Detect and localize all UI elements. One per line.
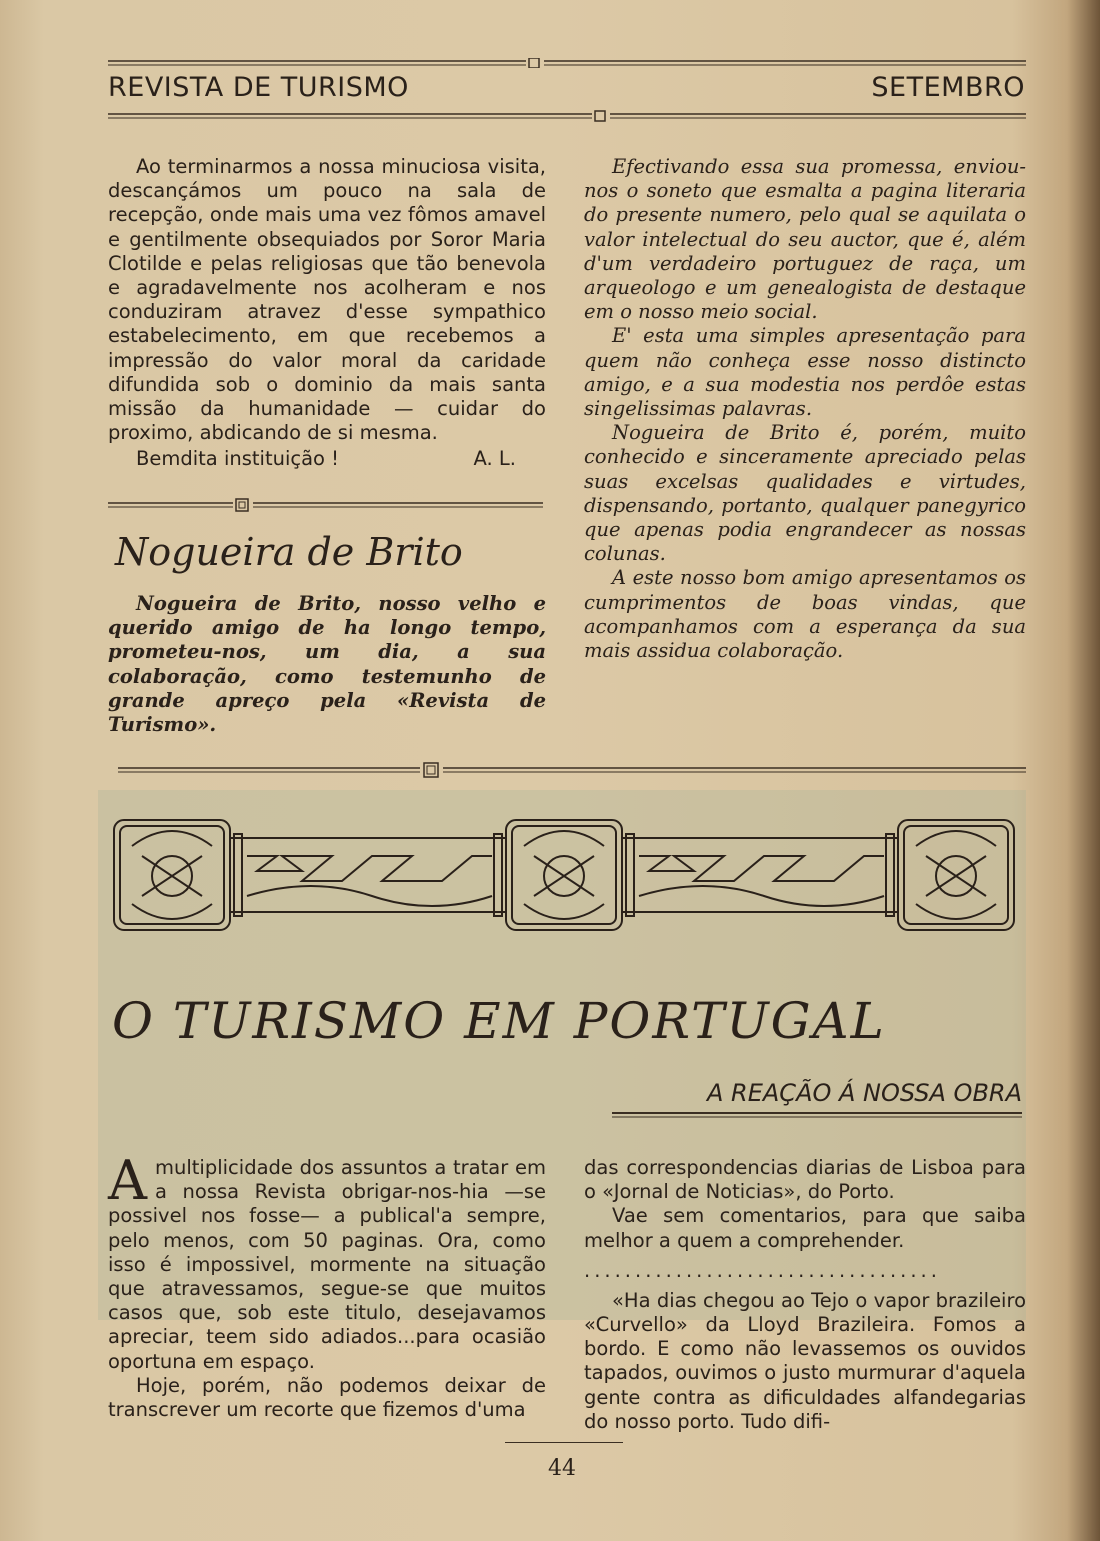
art-nouveau-ornament bbox=[112, 816, 1016, 934]
signature: A. L. bbox=[473, 447, 516, 471]
article-paragraph-1 bbox=[108, 1149, 546, 1374]
subtitle-underline bbox=[612, 1112, 1022, 1118]
nogueira-title: Nogueira de Brito bbox=[115, 530, 463, 574]
left-column bbox=[108, 155, 546, 471]
closing-line bbox=[108, 447, 546, 471]
article-paragraph-1-text: multiplicidade dos assuntos a tratar em a nossa Revista obrigar-nos-hia —se possivel nos fosse— a publical'a sempre, pelo menos, com 50 paginas. Ora, como isso é impossivel, mormente na situação que atravessamos, segue-se que muitos casos que, sob este titulo, desejavamos apreciar, teem sido adiados...para ocasião oportuna em espaço. bbox=[108, 1156, 546, 1373]
dotted-separator: ................................... bbox=[584, 1258, 941, 1282]
drop-cap: A bbox=[108, 1149, 147, 1212]
page-number-rule bbox=[505, 1442, 623, 1443]
nogueira-paragraph-3: Nogueira de Brito é, porém, muito conhecido e sinceramente apreciado pelas suas excelsas qualidades e virtudes, dispensando, portanto, qualquer panegyrico que apenas podia engrandecer as nossas colunas. bbox=[584, 421, 1026, 566]
article-right-paragraph-3: «Ha dias chegou ao Tejo o vapor brazileiro «Curvello» da Lloyd Brazileira. Fomos a bordo. E como não levassemos os ouvidos tapados, ouvimos o justo murmurar d'aquela gente contra as dificuldades alfandegarias do nosso porto. Tudo difi- bbox=[584, 1288, 1026, 1433]
header-rule-bottom bbox=[108, 110, 1026, 122]
wide-divider bbox=[118, 762, 1026, 778]
header-rule-top bbox=[108, 58, 1026, 68]
nogueira-paragraph-1: Efectivando essa sua promessa, enviou-nos o soneto que esmalta a pagina literaria do presente numero, pelo qual se aquilata o valor intelectual do seu auctor, que é, além d'um verdadeiro portuguez de raça, um arqueologo e um genealogista de destaque em o nosso meio social. bbox=[584, 155, 1026, 324]
visit-paragraph: Ao terminarmos a nossa minuciosa visita, descançámos um pouco na sala de recepção, onde mais uma vez fômos amavel e gentilmente obsequiados por Soror Maria Clotilde e pelas religiosas que tão benevola e agradavelmente nos acolheram e nos conduziram atravez d'esse sympathico estabelecimento, em que recebemos a impressão do valor moral da caridade difundida sob o dominio da mais santa missão da humanidade — cuidar do proximo, abdicando de si mesma. bbox=[108, 155, 546, 445]
nogueira-intro-block bbox=[108, 592, 546, 737]
article-left-column bbox=[108, 1149, 546, 1422]
header-title: REVISTA DE TURISMO bbox=[108, 72, 409, 103]
nogueira-paragraph-2: E' esta uma simples apresentação para quem não conheça esse nosso distincto amigo, e a sua modestia nos perdôe estas singelissimas palavras. bbox=[584, 324, 1026, 421]
article-subtitle: A REAÇÃO Á NOSSA OBRA bbox=[707, 1079, 1022, 1107]
article-paragraph-2: Hoje, porém, não podemos deixar de transcrever um recorte que fizemos d'uma bbox=[108, 1373, 546, 1422]
article-right-paragraph-1: das correspondencias diarias de Lisboa para o «Jornal de Noticias», do Porto. bbox=[584, 1156, 1026, 1204]
nogueira-intro: Nogueira de Brito, nosso velho e querido amigo de ha longo tempo, prometeu-nos, um dia, a sua colaboração, como testemunho de grande apreço pela «Revista de Turismo». bbox=[108, 592, 546, 737]
nogueira-paragraph-4: A este nosso bom amigo apresentamos os cumprimentos de boas vindas, que acompanhamos com a esperança da sua mais assidua colaboração. bbox=[584, 566, 1026, 663]
right-column bbox=[584, 155, 1026, 663]
page-number: 44 bbox=[548, 1456, 576, 1481]
article-right-column bbox=[584, 1156, 1026, 1434]
section-divider bbox=[108, 498, 543, 512]
closing-text: Bemdita instituição ! bbox=[136, 447, 339, 471]
article-right-paragraph-2: Vae sem comentarios, para que saiba melhor a quem a comprehender. bbox=[584, 1204, 1026, 1252]
header-month: SETEMBRO bbox=[871, 72, 1025, 103]
article-title: O TURISMO EM PORTUGAL bbox=[112, 992, 886, 1050]
